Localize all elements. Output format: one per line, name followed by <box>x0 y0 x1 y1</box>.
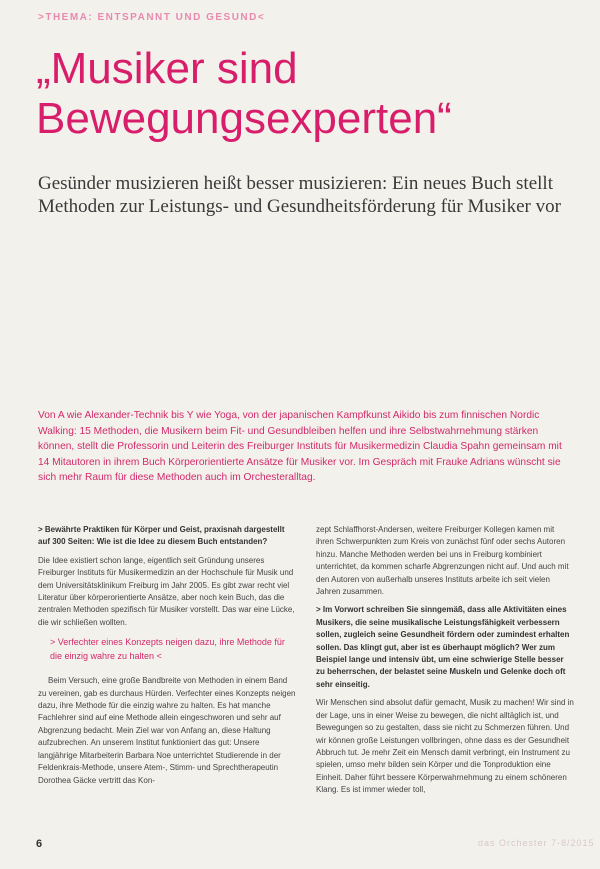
interview-question-2: > Im Vorwort schreiben Sie sinngemäß, dass alle Aktivitäten eines Musikers, die seine musikalische Leistungsfähigkeit verbessern sollen, zugleich seine Gesundheit fördern oder zumindest erhalten sollen. Das klingt gut, aber ist es überhaupt möglich? Wer zum Beispiel lange und intensiv übt, um eine schwierige Stelle besser zu beherrschen, der belastet seine Muskeln und Gelenke doch oft sehr einseitig. <box>316 605 570 689</box>
article-subtitle: Gesünder musizieren heißt besser musizieren: Ein neues Buch stellt Methoden zur Leistungs- und Gesundheitsförderung für Musiker vor <box>38 173 561 217</box>
interview-question-1: > Bewährte Praktiken für Körper und Geist, praxisnah dargestellt auf 300 Seiten: Wie ist die Idee zu diesem Buch entstanden? <box>38 525 285 547</box>
interview-answer-1: Die Idee existiert schon lange, eigentlich seit Gründung unseres Freiburger Instituts für Musikermedizin an der Hochschule für Musik und dem Universitätsklinikum Freiburg im Jahr 2005. Es gibt zwar recht viel Literatur über körperorientierte Ansätze, aber noch kein Buch, das die zentralen Methoden spezifisch für Musiker vorstellt. Das war eine Lücke, die wir schließen wollten. <box>38 555 295 627</box>
article-lead: Von A wie Alexander-Technik bis Y wie Yoga, von der japanischen Kampfkunst Aikido bis zum finnischen Nordic Walking: 15 Methoden, die Musikern beim Fit- und Gesundbleiben helfen und ihre Selbstwahrnehmung stärken können, stellt die Professorin und Leiterin des Freiburger Instituts für Musikermedizin Claudia Spahn gemeinsam mit 14 Mitautoren in ihrem Buch Körperorientierte Ansätze für Musiker vor. Im Gespräch mit Frauke Adrians wünscht sie sich mehr Raum für diese Methoden auch im Orchesteralltag. <box>38 410 562 484</box>
interview-answer-2: Wir Menschen sind absolut dafür gemacht, Musik zu machen! Wir sind in der Lage, uns in einer Weise zu bewegen, die nicht alltäglich ist, und Bewegungen so zu gestalten, dass sie nicht zu Schmerzen führen. Und wir können große Leistungen vollbringen, ohne dass es der Gesundheit Abbruch tut. Je mehr Zeit ein Mensch damit verbringt, ein Instrument zu spielen, umso mehr bilden sein Körper und die Tonproduktion eine Einheit. Daher führt bessere Körperwahrnehmung zu einem schöneren Klang. Es ist immer wieder toll, <box>316 698 574 795</box>
text-column-left <box>38 524 296 793</box>
footer-publication: das Orchester 7-8/2015 <box>478 838 595 848</box>
interview-answer-1-end: zept Schlaffhorst-Andersen, weitere Freiburger Kollegen kamen mit ihren Schwerpunkten zum Kreis von zunächst fünf oder sechs Autoren hinzu. Manche Methoden werden bei uns in Freiburg kombiniert unterrichtet, da kommen scharfe Abgrenzungen nicht auf. Und auch mit den Autoren von außerhalb unseres Instituts arbeite ich seit vielen Jahren zusammen. <box>316 525 569 597</box>
interview-answer-1-continued: Beim Versuch, eine große Bandbreite von Methoden in einem Band zu vereinen, gab es durchaus Hürden. Verfechter eines Konzepts neigen dazu, ihre Methode für die einzig wahre zu halten. Es hat manche Fachlehrer sind auf eine Methode allein eingeschworen und sehr auf Abgrenzung bedacht. Mein Ziel war von Anfang an, diese Haltung aufzubrechen. An unserem Institut funktioniert das gut: Unsere langjährige Mitarbeiterin Barbara Noe unterrichtet Studierende in der Feldenkrais-Methode, unsere Atem-, Stimm- und Sprechtherapeutin Dorothea Gäcke vertritt das Kon- <box>38 676 296 785</box>
page-number: 6 <box>36 838 43 850</box>
text-column-right <box>316 524 574 803</box>
section-kicker: >THEMA: ENTSPANNT UND GESUND< <box>38 12 266 23</box>
article-title: „Musiker sind Bewegungsexperten“ <box>36 44 452 143</box>
pull-quote: > Verfechter eines Konzepts neigen dazu, ihre Methode für die einzig wahre zu halten < <box>50 637 285 662</box>
